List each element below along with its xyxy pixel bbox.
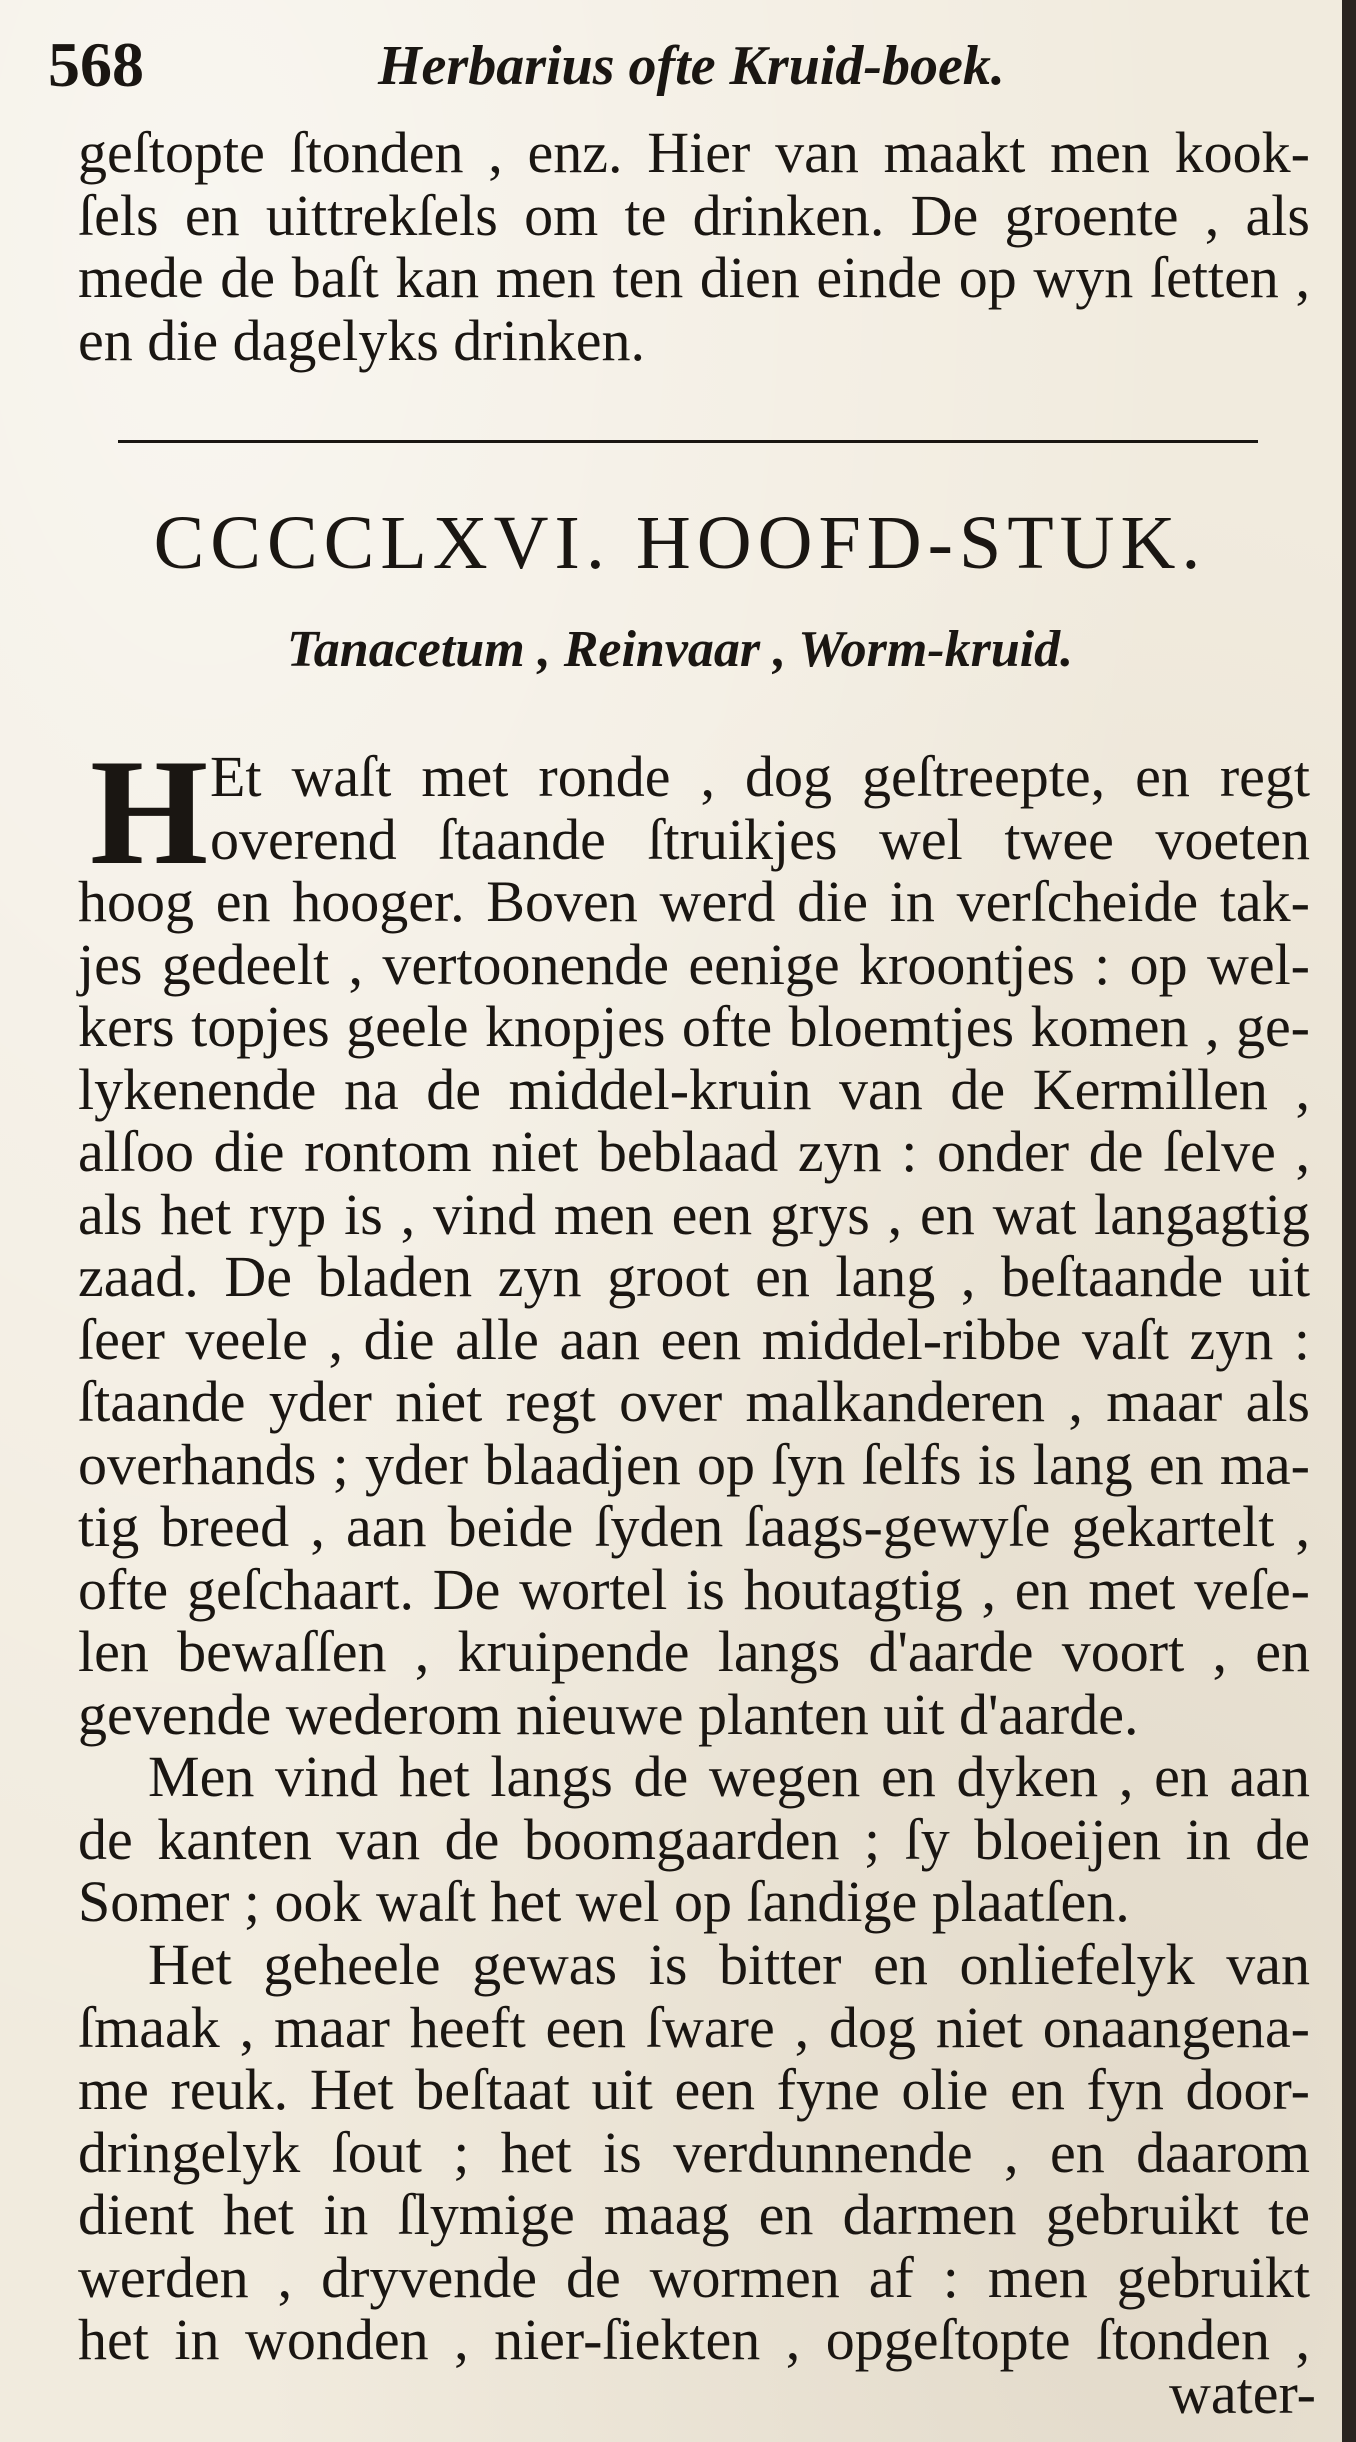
text-line: Men vind het langs de wegen en dyken , en aan [148,1744,1310,1809]
text-line: lykenende na de middel-kruin van de Kermillen , [78,1056,1310,1122]
text-line: mede de baſt kan men ten dien einde op wyn ſetten , [78,245,1310,310]
text-line: jes gedeelt , vertoonende eenige kroontjes : op wel- [78,931,1310,997]
text-line: tig breed , aan beide ſyden ſaags-gewyſe gekartelt , [78,1494,1310,1559]
text-line: overhands ; yder blaadjen op ſyn ſelfs is lang en ma- [78,1431,1310,1497]
text-line: ſeer veele , die alle aan een middel-ribbe vaſt zyn : [78,1306,1310,1372]
paragraph-3 [78,1934,1310,2372]
text-line: dient het in ſlymige maag en darmen gebruikt te [78,2182,1310,2247]
text-line: me reuk. Het beſtaat uit een fyne olie en fyn door- [78,2057,1310,2122]
page-number: 568 [48,29,144,100]
text-line: de kanten van de boomgaarden ; ſy bloeijen in de [78,1806,1310,1872]
text-line: kers topjes geele knopjes ofte bloemtjes komen , ge- [78,994,1310,1059]
chapter-subtitle: Tanacetum , Reinvaar , Worm-kruid. [286,621,1074,678]
page-edge-shadow [1342,0,1356,2442]
drop-cap: H [90,728,209,896]
text-line: Et waſt met ronde , dog geſtreepte, en regt [210,744,1310,809]
text-line: Somer ; ook waſt het wel op ſandige plaatſen. [78,1869,1130,1934]
text-line: hoog en hooger. Boven werd die in verſcheide tak- [78,869,1310,934]
text-line: len bewaſſen , kruipende langs d'aarde voort , en [78,1619,1310,1684]
text-line: alſoo die rontom niet beblaad zyn : onder de ſelve , [78,1119,1310,1184]
text-line: ofte geſchaart. De wortel is houtagtig , en met veſe- [78,1556,1310,1622]
catchword: water- [1169,2361,1316,2426]
text-line: overend ſtaande ſtruikjes wel twee voeten [210,806,1310,872]
paragraph-2 [78,1746,1310,1934]
section-divider [118,440,1258,443]
paragraph-1-start [210,746,1310,871]
page-header [48,28,1318,108]
text-line: en die dagelyks drinken. [78,307,645,373]
text-line: zaad. De bladen zyn groot en lang , beſtaande uit [78,1244,1310,1309]
text-line: ſels en uittrekſels om te drinken. De groente , als [78,182,1310,248]
text-line: geſtopte ſtonden , enz. Hier van maakt men kook- [78,120,1310,185]
chapter-title: CCCCLXVI. HOOFD-STUK. [153,501,1207,585]
text-line: het in wonden , nier-ſiekten , opgeſtopte ſtonden , [78,2307,1310,2372]
text-line: ſmaak , maar heeft een ſware , dog niet onaangena- [78,1994,1310,2060]
running-title: Herbarius ofte Kruid-boek. [378,35,1005,97]
paragraph-1 [78,871,1310,1746]
text-line: werden , dryvende de wormen af : men gebruikt [78,2244,1310,2310]
intro-text [78,122,1310,372]
text-line: dringelyk ſout ; het is verdunnende , en daarom [78,2119,1310,2185]
text-line: Het geheele gewas is bitter en onliefelyk van [148,1932,1310,1997]
text-line: ſtaande yder niet regt over malkanderen , maar als [78,1369,1310,1434]
text-line: als het ryp is , vind men een grys , en wat langagtig [78,1181,1310,1247]
text-line: gevende wederom nieuwe planten uit d'aarde. [78,1681,1139,1747]
